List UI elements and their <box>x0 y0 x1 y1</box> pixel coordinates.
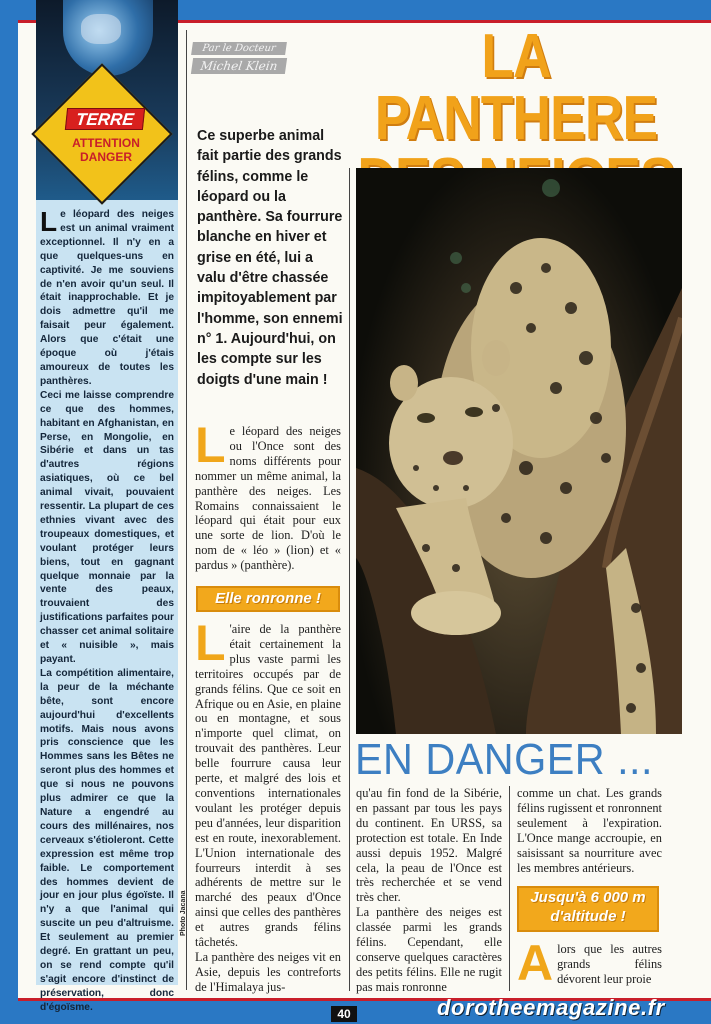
section-label-terre: TERRE <box>65 108 145 130</box>
article-column-3 <box>517 786 662 875</box>
left-paragraph-1 <box>40 208 174 389</box>
dropcap-3: A <box>517 935 554 991</box>
snow-leopard-illustration <box>356 168 682 734</box>
column-rule-3 <box>509 786 510 991</box>
article-paragraph-2-text: 'aire de la panthère était certainement la plus vaste parmi les territoires occupés par de grands félins. Que ce soit en Afrique ou en Asie, en plaine ou en montagne, et sous n'importe quel climat, on trouvait des panthères. Leur belle fourrure causa leur perte, et malgré des lois et conventions internationales voulant les protéger depuis peu d'années, leur disparition est en route, inexorablement. L'Union internationale des fourreurs interdit à ses adhérents de mettre sur le marché des peaux d'Once ainsi que celles des panthères et autres grands félins tâchetés. <box>195 622 341 950</box>
article-paragraph-4 <box>517 935 662 991</box>
danger-line2: DANGER <box>79 150 132 164</box>
left-paragraph-3: La compétition alimentaire, la peur de la méchante bête, sont encore aujourd'hui d'excellents motifs. Mais nous avons pris conscience que les Hommes sans les Bêtes ne seront plus des hommes et que si nous ne pouvons plus admirer ce que la Nature a engendré au cours des millénaires, nos cerveaux s'étioleront. Cette expression est même trop faible. Le comportement des hommes devient de jour en jour plus égoïste. Il n'y a que l'animal qui suscite un peu d'altruisme. Et seulement au premier degré. En grattant un peu, on se rend compte qu'il s'agit encore d'instinct de préservation, donc d'égoïsme. <box>40 667 174 1013</box>
dropcap-1: L <box>195 417 226 473</box>
byline-author-name: Michel Klein <box>191 58 287 74</box>
article-paragraph-1-text: e léopard des neiges ou l'Once sont des noms différents pour nommer un même animal, la panthère des neiges. Les Romains connaissaient le léopard qui était pour eux une sorte de lion. D'où le nom de « léo » (lion) et « pardus » (panthère). <box>195 424 341 573</box>
article-paragraph-col3: comme un chat. Les grands félins rugissent et ronronnent seulement à l'expiration. L'Once mange accroupie, en saisissant sa nourriture avec les membres antérieurs. <box>517 786 662 875</box>
subhead-altitude-line1: Jusqu'à 6 000 m <box>530 889 646 906</box>
intro-lead: Ce superbe animal fait partie des grands félins, comme le léopard ou la panthère. Sa fourrure blanche en hiver et grise en été, lui a valu d'être chassée impitoyablement par l'homme, son ennemi n° 1. Aujourd'hui, on les compte sur les doigts d'une main ! <box>197 128 343 388</box>
subhead-altitude-line2: d'altitude ! <box>550 908 626 925</box>
subhead-altitude <box>517 886 659 932</box>
article-column-3b <box>517 935 662 991</box>
column-rule-1 <box>186 30 187 990</box>
title-line1: LA PANTHERE <box>374 22 658 153</box>
article-paragraph-2 <box>195 615 341 950</box>
dropcap-2: L <box>195 615 226 671</box>
article-paragraph-col2: qu'au fin fond de la Sibérie, en passant par tous les pays du continent. En URSS, sa protection est totale. En Inde aussi depuis 1952. Malgré cela, la peau de l'Once est très recherchée et se vend très cher. <box>356 786 502 905</box>
subhead-elle-ronronne: Elle ronronne ! <box>196 586 340 612</box>
column-rule-2 <box>349 168 350 991</box>
left-column-text <box>40 208 174 1015</box>
article-column-1b <box>195 615 341 995</box>
article-column-1a <box>195 417 341 573</box>
left-paragraph-1-text: e léopard des neiges est un animal vraiment exceptionnel. Il n'y en a que quelques-uns en captivité. Je me souviens de n'en avoir qu'un seul. Il était inapprochable. Et je dois admettre qu'il me faisait peur également. Alors que c'était une époque où j'étais amoureux de toutes les panthères. <box>40 209 174 387</box>
byline-line1: Par le Docteur <box>191 42 287 55</box>
article-paragraph-col2b: La panthère des neiges est classée parmi les grands félins. Cependant, elle conserve quelques caractères des petits félins. Elle ne rugit pas mais ronronne <box>356 905 502 994</box>
article-paragraph-4-text: lors que les autres grands félins dévorent leur proie <box>557 942 662 986</box>
article-column-2 <box>356 786 502 995</box>
page-number: 40 <box>331 1006 357 1022</box>
author-byline <box>192 42 286 77</box>
article-paragraph-1 <box>195 417 341 573</box>
left-paragraph-2: Ceci me laisse comprendre ce que des hommes, habitant en Afghanistan, en Perse, en Mongolie, en Sibérie et dans un tas d'autres régions asiatiques, où ce bel animal vivait, pouvaient ressentir. La plupart de ces ethnies vivant avec des troupeaux domestiques, et voulant protéger leurs biens, tout en gagnant quelque monnaie par la vente des peaux, trouvaient des justifications parfaites pour chasser cet animal solitaire et « nuisible », mais payant. <box>40 389 174 665</box>
left-dropcap: L <box>40 206 58 237</box>
attention-danger-label <box>64 136 148 164</box>
en-danger-banner: EN DANGER ... <box>355 735 653 784</box>
snow-leopard-photo <box>356 168 682 734</box>
photo-credit: Photo Jacana <box>180 890 187 936</box>
site-watermark: dorotheemagazine.fr <box>437 995 665 1020</box>
article-paragraph-3: La panthère des neiges vit en Asie, depuis les contreforts de l'Himalaya jus- <box>195 949 341 994</box>
danger-line1: ATTENTION <box>72 136 140 150</box>
